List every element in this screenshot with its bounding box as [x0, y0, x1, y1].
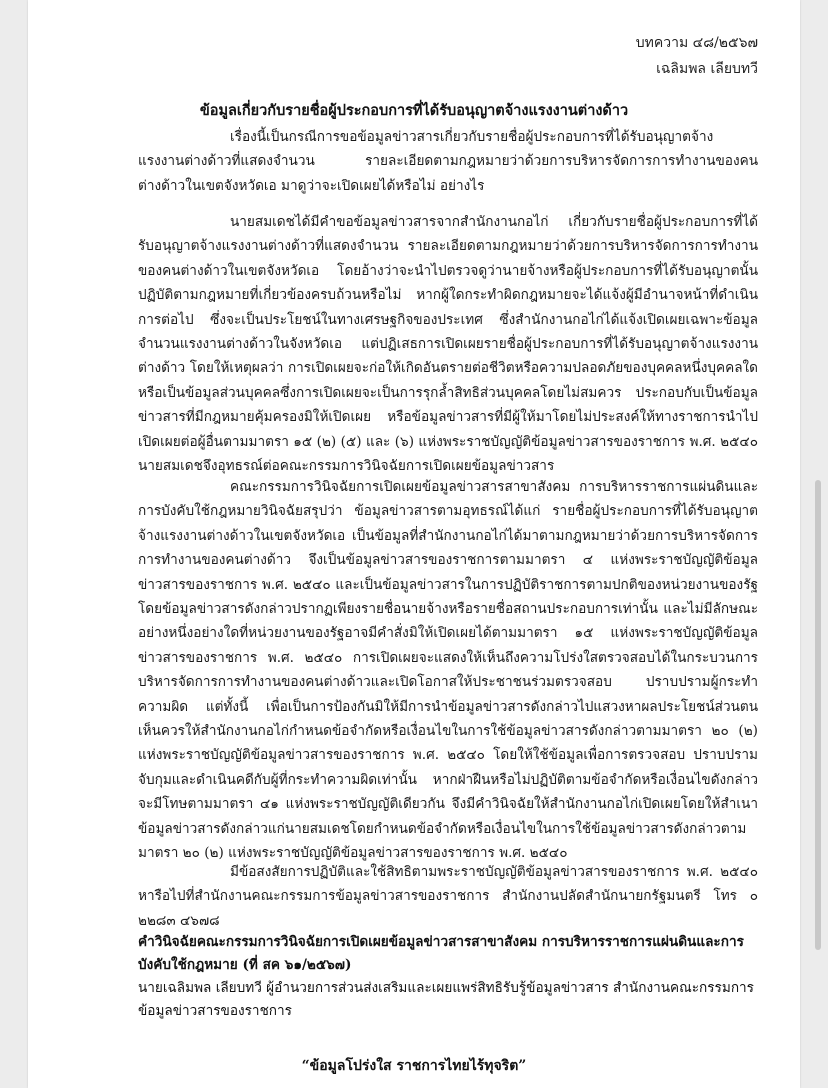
ruling-heading: คำวินิจฉัยคณะกรรมการวินิจฉัยการเปิดเผยข้อมูลข่าวสารสาขาสังคม การบริหารราชการแผ่นดินและการบังคับใช้กฎหมาย (ที่ สค ๖๑/๒๕๖๗) — [138, 934, 744, 973]
article-number: บทความ ๔๘/๒๕๖๗ — [635, 35, 758, 51]
decision-paragraph: คณะกรรมการวินิจฉัยการเปิดเผยข้อมูลข่าวสารสาขาสังคม การบริหารราชการแผ่นดินและการบังคับใช้กฎหมายวินิจฉัยสรุปว่า ข้อมูลข่าวสารตามอุทธรณ์ได้แก่ รายชื่อผู้ประกอบการที่ได้รับอนุญาตจ้างแรงงานต่างด้าวในเขตจังหวัดเอ เป็นข้อมูลที่สำนักงานกอไก่ได้มาตามกฎหมายว่าด้วยการบริหารจัดการการทำงานของคนต่างด้าว จึงเป็นข้อมูลข่าวสารของราชการตามมาตรา ๔ แห่งพระราชบัญญัติข้อมูลข่าวสารของราชการ พ.ศ. ๒๕๔๐ และเป็นข้อมูลข่าวสารในการปฏิบัติราชการตามปกติของหน่วยงานของรัฐ โดยข้อมูลข่าวสารดังกล่าวปรากฏเพียงรายชื่อนายจ้างหรือรายชื่อสถานประกอบการเท่านั้น และไม่มีลักษณะอย่างหนึ่งอย่างใดที่หน่วยงานของรัฐอาจมีคำสั่งมิให้เปิดเผยได้ตามมาตรา ๑๕ แห่งพระราชบัญญัติข้อมูลข่าวสารของราชการ พ.ศ. ๒๕๔๐ การเปิดเผยจะแสดงให้เห็นถึงความโปร่งใสตรวจสอบได้ในกระบวนการบริหารจัดการการทำงานของคนต่างด้าวและเปิดโอกาสให้ประชาชนร่วมตรวจสอบ ปราบปรามผู้กระทำความผิด แต่ทั้งนี้ เพื่อเป็นการป้องกันมิให้มีการนำข้อมูลข่าวสารดังกล่าวไปแสวงหาผลประโยชน์ส่วนตน เห็นควรให้สำนักงานกอไก่กำหนดข้อจำกัดหรือเงื่อนไขในการใช้ข้อมูลข่าวสารดังกล่าวตามมาตรา ๒๐ (๒) แห่งพระราชบัญญัติข้อมูลข่าวสารของราชการ พ.ศ. ๒๕๔๐ โดยให้ใช้ข้อมูลเพื่อการตรวจสอบ ปราบปราม จับกุมและดำเนินคดีกับผู้ที่กระทำความผิดเท่านั้น หากฝ่าฝืนหรือไม่ปฏิบัติตามข้อจำกัดหรือเงื่อนไขดังกล่าวจะมีโทษตามมาตรา ๔๑ แห่งพระราชบัญญัติเดียวกัน จึงมีคำวินิจฉัยให้สำนักงานกอไก่เปิดเผยโดยให้สำเนาข้อมูลข่าวสารดังกล่าวแก่นายสมเดชโดยกำหนดข้อจำกัดหรือเงื่อนไขในการใช้ข้อมูลข่าวสารดังกล่าวตามมาตรา ๒๐ (๒) แห่งพระราชบัญญัติข้อมูลข่าวสารของราชการ พ.ศ. ๒๕๔๐ — [138, 479, 758, 862]
intro-paragraph: เรื่องนี้เป็นกรณีการขอข้อมูลข่าวสารเกี่ยวกับรายชื่อผู้ประกอบการที่ได้รับอนุญาตจ้างแรงงานต่างด้าวที่แสดงจำนวน รายละเอียดตามกฎหมายว่าด้วยการบริหารจัดการการทำงานของคนต่างด้าวในเขตจังหวัดเอ มาดูว่าจะเปิดเผยได้หรือไม่ อย่างไร — [138, 129, 758, 194]
slogan: “ข้อมูลโปร่งใส ราชการไทยไร้ทุจริต” — [301, 1058, 527, 1074]
contact-paragraph: มีข้อสงสัยการปฏิบัติและใช้สิทธิตามพระราชบัญญัติข้อมูลข่าวสารของราชการ พ.ศ. ๒๕๔๐ หารือไปที่สำนักงานคณะกรรมการข้อมูลข่าวสารของราชการ สำนักงานปลัดสำนักนายกรัฐมนตรี โทร ๐ ๒๒๘๓ ๔๖๗๘ — [138, 864, 758, 929]
ruling-reference — [138, 931, 758, 1023]
scrollbar[interactable] — [815, 480, 821, 950]
author-name: เฉลิมพล เลียบทวี — [656, 61, 758, 77]
request-paragraph: นายสมเดชได้มีคำขอข้อมูลข่าวสารจากสำนักงานกอไก่ เกี่ยวกับรายชื่อผู้ประกอบการที่ได้รับอนุญาตจ้างแรงงานต่างด้าวที่แสดงจำนวน รายละเอียดตามกฎหมายว่าด้วยการบริหารจัดการการทำงานของคนต่างด้าวในเขตจังหวัดเอ โดยอ้างว่าจะนำไปตรวจดูว่านายจ้างหรือผู้ประกอบการที่ได้รับอนุญาตนั้นปฏิบัติตามกฎหมายที่เกี่ยวข้องครบถ้วนหรือไม่ หากผู้ใดกระทำผิดกฎหมายจะได้แจ้งผู้มีอำนาจหน้าที่ดำเนินการต่อไป ซึ่งจะเป็นประโยชน์ในทางเศรษฐกิจของประเทศ ซึ่งสำนักงานกอไก่ได้แจ้งเปิดเผยเฉพาะข้อมูลจำนวนแรงงานต่างด้าวในจังหวัดเอ แต่ปฏิเสธการเปิดเผยรายชื่อผู้ประกอบการที่ได้รับอนุญาตจ้างแรงงานต่างด้าว โดยให้เหตุผลว่า การเปิดเผยจะก่อให้เกิดอันตรายต่อชีวิตหรือความปลอดภัยของบุคคลหนึ่งบุคคลใด หรือเป็นข้อมูลส่วนบุคคลซึ่งการเปิดเผยจะเป็นการรุกล้ำสิทธิส่วนบุคคลโดยไม่สมควร ประกอบกับเป็นข้อมูลข่าวสารที่มีกฎหมายคุ้มครองมิให้เปิดเผย หรือข้อมูลข่าวสารที่มีผู้ให้มาโดยไม่ประสงค์ให้ทางราชการนำไปเปิดเผยต่อผู้อื่นตามมาตรา ๑๕ (๒) (๕) และ (๖) แห่งพระราชบัญญัติข้อมูลข่าวสารของราชการ พ.ศ. ๒๕๔๐ นายสมเดชจึงอุทธรณ์ต่อคณะกรรมการวินิจฉัยการเปิดเผยข้อมูลข่าวสาร — [138, 214, 758, 475]
article-header — [636, 30, 758, 82]
document-page — [28, 0, 800, 1088]
ruling-author: นายเฉลิมพล เลียบทวี ผู้อำนวยการส่วนส่งเสริมและเผยแพร่สิทธิรับรู้ข้อมูลข่าวสาร สำนักงานคณะกรรมการข้อมูลข่าวสารของราชการ — [138, 980, 754, 1019]
document-title: ข้อมูลเกี่ยวกับรายชื่อผู้ประกอบการที่ได้รับอนุญาตจ้างแรงงานต่างด้าว — [199, 102, 629, 119]
